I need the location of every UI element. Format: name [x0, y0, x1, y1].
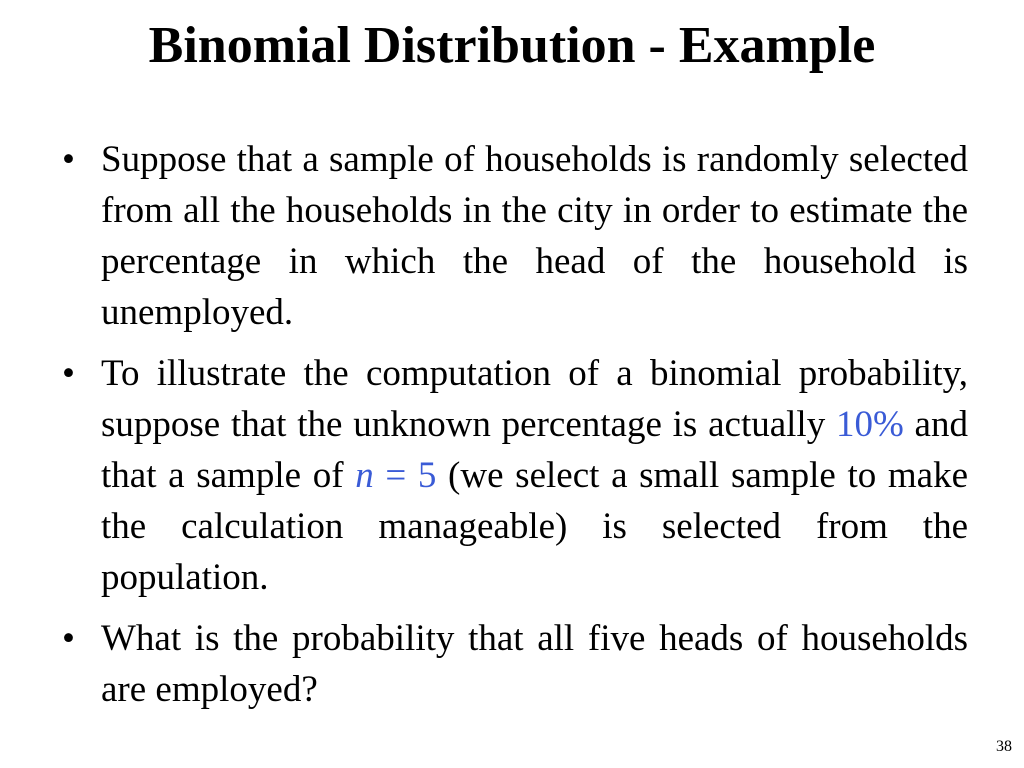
- bullet-text-middle: and that a sample of: [101, 404, 968, 496]
- math-variable-n: n: [355, 455, 374, 496]
- slide-title: Binomial Distribution - Example: [148, 17, 876, 74]
- bullet-text: Suppose that a sample of households is randomly selected from all the households in the city in order to estimate the percentage in which the head of the household is unemployed.: [101, 139, 968, 333]
- bullet-text: What is the probability that all five heads of households are employed?: [101, 618, 968, 710]
- bullet-icon: •: [62, 618, 75, 659]
- bullet-item: [62, 134, 968, 338]
- page-number: 38: [996, 738, 1012, 755]
- bullet-list: [62, 134, 968, 725]
- highlight-percent: 10%: [835, 404, 904, 445]
- bullet-item: [62, 348, 968, 603]
- bullet-icon: •: [62, 353, 75, 394]
- bullet-item: [62, 613, 968, 715]
- bullet-icon: •: [62, 139, 75, 180]
- bullet-text-after: (we select a small sample to make the calculation manageable) is selected from the population.: [101, 455, 969, 598]
- bullet-text-before: To illustrate the computation of a binomial probability, suppose that the unknown percentage is actually: [101, 353, 968, 445]
- math-equals-five: = 5: [373, 455, 437, 496]
